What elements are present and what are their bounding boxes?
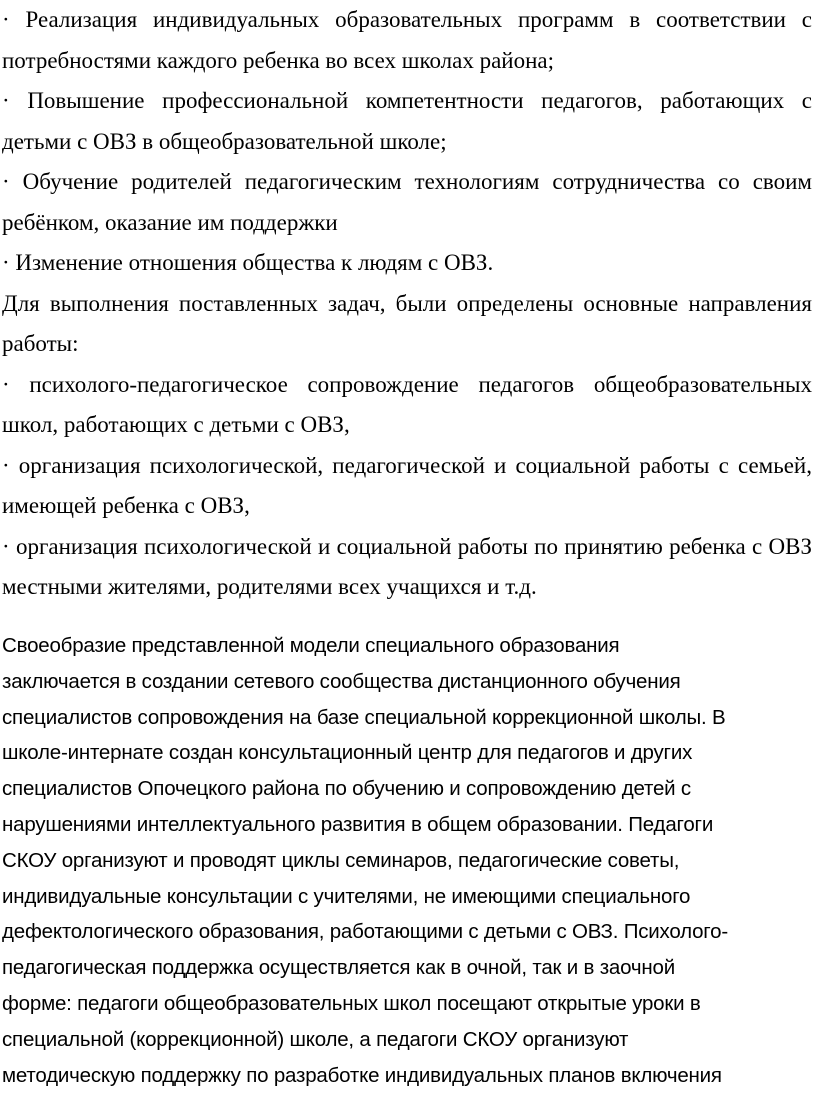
sans-line: нарушениями интеллектуального развития в общем образовании. Педагоги: [2, 812, 714, 836]
sans-line: дефектологического образования, работающими с детьми с ОВЗ. Психолого-: [2, 920, 728, 944]
paragraph-parent-training: · Обучение родителей педагогическим технологиям сотрудничества со своим ребёнком, оказание им поддержки: [2, 169, 812, 235]
sans-line: педагогическая поддержка осуществляется как в очной, так и в заочной: [2, 956, 675, 980]
paragraph-psych-ped-support: · психолого-педагогическое сопровождение педагогов общеобразовательных школ, работающих с детьми с ОВЗ,: [2, 371, 812, 437]
sans-line: школе-интернате создан консультационный центр для педагогов и других: [2, 741, 693, 765]
sans-line: специалистов Опочецкого района по обучению и сопровождению детей с: [2, 777, 691, 801]
paragraph-family-work: · организация психологической, педагогической и социальной работы с семьей, имеющей ребенка с ОВЗ,: [2, 452, 812, 518]
paragraph-individual-programs: · Реализация индивидуальных образовательных программ в соответствии с потребностями каждого ребенка во всех школах района;: [2, 7, 812, 73]
sans-line: индивидуальные консультации с учителями, не имеющими специального: [2, 884, 691, 908]
serif-text-block: [2, 0, 812, 608]
sans-line: специальной (коррекционной) школе, а педагоги СКОУ организуют: [2, 1027, 629, 1051]
sans-line: заключается в создании сетевого сообщества дистанционного обучения: [2, 669, 681, 693]
sans-line: форме: педагоги общеобразовательных школ посещают открытые уроки в: [2, 991, 701, 1015]
sans-line: СКОУ организуют и проводят циклы семинаров, педагогические советы,: [2, 848, 680, 872]
paragraph-work-directions: Для выполнения поставленных задач, были определены основные направления работы:: [2, 290, 812, 356]
sans-line: Своеобразие представленной модели специального образования: [2, 634, 620, 657]
paragraph-society-attitude: · Изменение отношения общества к людям с ОВЗ.: [2, 250, 494, 275]
sans-line: специалистов сопровождения на базе специальной коррекционной школы. В: [2, 705, 726, 729]
paragraph-local-acceptance: · организация психологической и социальной работы по принятию ребенка с ОВЗ местными жителями, родителями всех учащихся и т.д.: [2, 533, 812, 599]
paragraph-teacher-competence: · Повышение профессиональной компетентности педагогов, работающих с детьми с ОВЗ в общеобразовательной школе;: [2, 88, 812, 154]
sans-line: методическую поддержку по разработке индивидуальных планов включения: [2, 1063, 722, 1087]
sans-text-block: [2, 628, 814, 1093]
